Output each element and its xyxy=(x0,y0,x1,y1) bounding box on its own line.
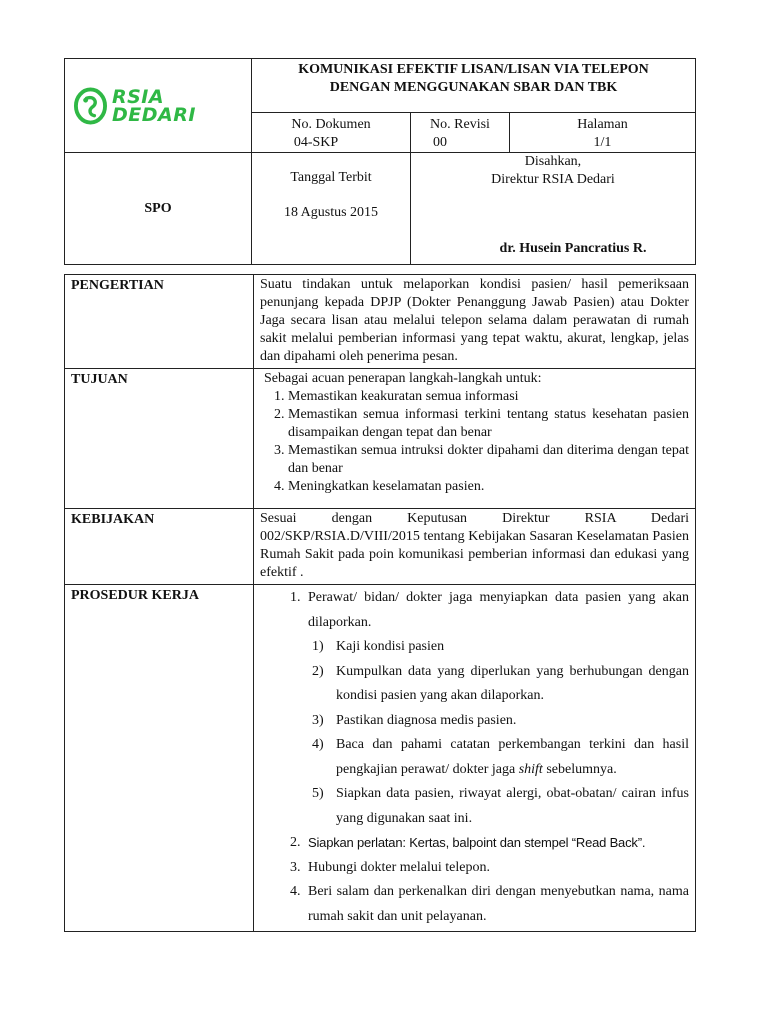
doc-title-line1: KOMUNIKASI EFEKTIF LISAN/LISAN VIA TELEPON xyxy=(298,62,649,77)
page-value: 1/1 xyxy=(593,135,612,150)
kebijakan-label: KEBIJAKAN xyxy=(65,509,254,585)
revision-label: No. Revisi xyxy=(430,117,490,132)
revision-cell xyxy=(411,113,510,153)
issue-date-label: Tanggal Terbit xyxy=(290,170,372,185)
doc-number-label: No. Dokumen xyxy=(291,117,371,132)
page-cell xyxy=(510,113,696,153)
page-label: Halaman xyxy=(577,117,628,132)
tujuan-label: TUJUAN xyxy=(65,369,254,509)
prosedur-step-2: 2. Siapkan perlatan: Kertas, balpoint dan stempel “Read Back”. xyxy=(290,835,646,850)
approval-cell xyxy=(411,153,696,265)
tujuan-intro: Sebagai acuan penerapan langkah-langkah untuk: xyxy=(264,371,542,386)
director-title: Direktur RSIA Dedari xyxy=(491,172,615,187)
logo-text: RSIA DEDARI xyxy=(111,85,196,126)
revision-value: 00 xyxy=(433,135,447,150)
list-item: 4. Meningkatkan keselamatan pasien. xyxy=(288,478,689,496)
spo-label: SPO xyxy=(144,200,172,216)
pengertian-label: PENGERTIAN xyxy=(65,275,254,369)
kebijakan-text: Sesuai dengan Keputusan Direktur RSIA Dedari 002/SKP/RSIA.D/VIII/2015 tentang Kebijakan Sasaran Keselamatan Pasien Rumah Sakit pada poin komunikasi pemberian informasi dan edukasi yang efektif . xyxy=(254,509,696,585)
approval-label: Disahkan, xyxy=(524,154,582,169)
prosedur-label: PROSEDUR KERJA xyxy=(65,585,254,932)
prosedur-step-4: 4. Beri salam dan perkenalkan diri dengan menyebutkan nama, nama rumah sakit dan unit pelayanan. xyxy=(290,884,689,924)
doc-number-value: 04-SKP xyxy=(293,135,339,150)
pengertian-text: Suatu tindakan untuk melaporkan kondisi pasien/ hasil pemeriksaan penunjang kepada DPJP (Dokter Penanggung Jawab Pasien) atau Dokter Jaga secara lisan atau melalui telepon selama dalam perawatan di rumah sakit melalui pemberian informasi yang tepat waktu, akurat, lengkap, jelas dan dipahami oleh penerima pesan. xyxy=(254,275,696,369)
list-item: 2) Kumpulkan data yang diperlukan yang berhubungan dengan kondisi pasien yang akan dilaporkan. xyxy=(312,663,689,703)
list-item: 4) Baca dan pahami catatan perkembangan terkini dan hasil pengkajian perawat/ dokter jaga shift sebelumnya. xyxy=(312,737,689,777)
signer-name: dr. Husein Pancratius R. xyxy=(499,241,647,256)
list-item: 3) Pastikan diagnosa medis pasien. xyxy=(312,712,517,728)
list-item: 1) Kaji kondisi pasien xyxy=(312,639,445,654)
tujuan-cell xyxy=(254,369,696,509)
prosedur-step-3: 3. Hubungi dokter melalui telepon. xyxy=(290,859,490,875)
doc-title-line2: DENGAN MENGGUNAKAN SBAR DAN TBK xyxy=(329,80,618,95)
prosedur-step-1: 1. Perawat/ bidan/ dokter jaga menyiapkan data pasien yang akan dilaporkan. xyxy=(290,590,689,630)
list-item: 3. Memastikan semua intruksi dokter dipahami dan diterima dengan tepat dan benar xyxy=(288,442,689,478)
hospital-logo-icon xyxy=(73,85,108,127)
list-item: 1. Memastikan keakuratan semua informasi xyxy=(288,388,689,406)
spo-cell xyxy=(65,153,252,265)
list-item: 5) Siapkan data pasien, riwayat alergi, obat-obatan/ cairan infus yang digunakan saat ini. xyxy=(312,786,689,826)
header-table xyxy=(64,58,696,265)
title-cell xyxy=(252,59,696,113)
issue-date-cell xyxy=(252,153,411,265)
list-item: 2. Memastikan semua informasi terkini tentang status kesehatan pasien disampaikan dengan tepat dan benar xyxy=(288,406,689,442)
procedure-table xyxy=(64,274,696,932)
tujuan-list xyxy=(260,388,689,496)
prosedur-cell xyxy=(254,585,696,932)
issue-date-value: 18 Agustus 2015 xyxy=(283,205,379,220)
